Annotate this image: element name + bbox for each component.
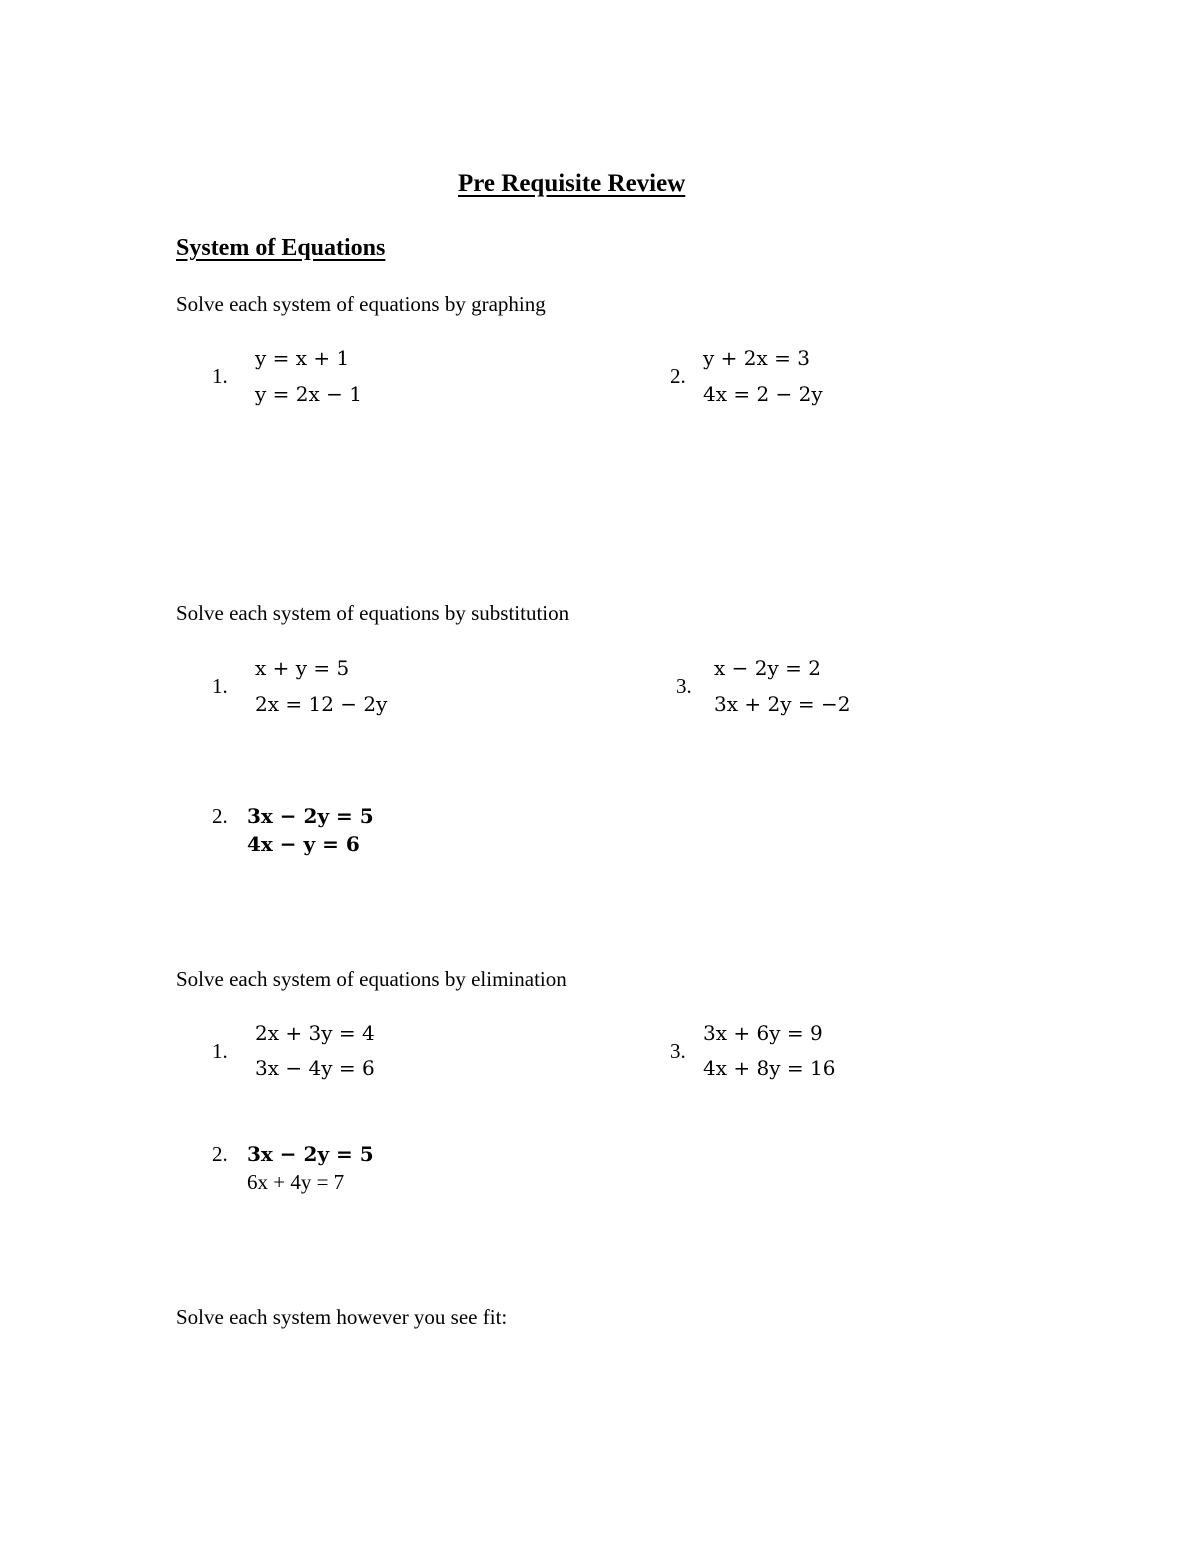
elimination-problem-1-number: 1. bbox=[212, 1039, 228, 1063]
section-heading: System of Equations bbox=[176, 235, 386, 261]
substitution-problem-3-eq-2: 3x + 2y = −2 bbox=[714, 692, 851, 716]
substitution-problem-2-eq-1: 3x − 2y = 5 bbox=[247, 804, 374, 828]
substitution-problem-1-eq-2: 2x = 12 − 2y bbox=[255, 692, 388, 716]
elimination-problem-2-eq-2: 6x + 4y = 7 bbox=[247, 1170, 345, 1194]
graphing-problem-1-eq-1: y = x + 1 bbox=[255, 346, 350, 370]
however-instruction: Solve each system however you see fit: bbox=[176, 1305, 508, 1329]
graphing-problem-2-eq-2: 4x = 2 − 2y bbox=[703, 382, 823, 406]
substitution-instruction: Solve each system of equations by substitution bbox=[176, 601, 570, 625]
graphing-problem-1-number: 1. bbox=[212, 364, 228, 388]
elimination-instruction: Solve each system of equations by elimination bbox=[176, 967, 567, 991]
elimination-problem-2-eq-1: 3x − 2y = 5 bbox=[247, 1142, 374, 1166]
graphing-instruction: Solve each system of equations by graphing bbox=[176, 292, 546, 316]
substitution-problem-3-eq-1: x − 2y = 2 bbox=[714, 656, 821, 680]
page-title: Pre Requisite Review bbox=[458, 170, 686, 197]
graphing-problem-1-eq-2: y = 2x − 1 bbox=[255, 382, 362, 406]
elimination-problem-1-eq-1: 2x + 3y = 4 bbox=[255, 1021, 375, 1045]
substitution-problem-1-eq-1: x + y = 5 bbox=[255, 656, 350, 680]
elimination-problem-1-eq-2: 3x − 4y = 6 bbox=[255, 1056, 375, 1080]
graphing-problem-2-eq-1: y + 2x = 3 bbox=[703, 346, 810, 370]
elimination-problem-3-eq-2: 4x + 8y = 16 bbox=[703, 1056, 836, 1080]
substitution-problem-2-number: 2. bbox=[212, 804, 228, 828]
graphing-problem-2-number: 2. bbox=[670, 364, 686, 388]
elimination-problem-2-number: 2. bbox=[212, 1142, 228, 1166]
substitution-problem-1-number: 1. bbox=[212, 674, 228, 698]
elimination-problem-3-eq-1: 3x + 6y = 9 bbox=[703, 1021, 823, 1045]
substitution-problem-2-eq-2: 4x − y = 6 bbox=[247, 832, 360, 856]
substitution-problem-3-number: 3. bbox=[676, 674, 692, 698]
elimination-problem-3-number: 3. bbox=[670, 1039, 686, 1063]
